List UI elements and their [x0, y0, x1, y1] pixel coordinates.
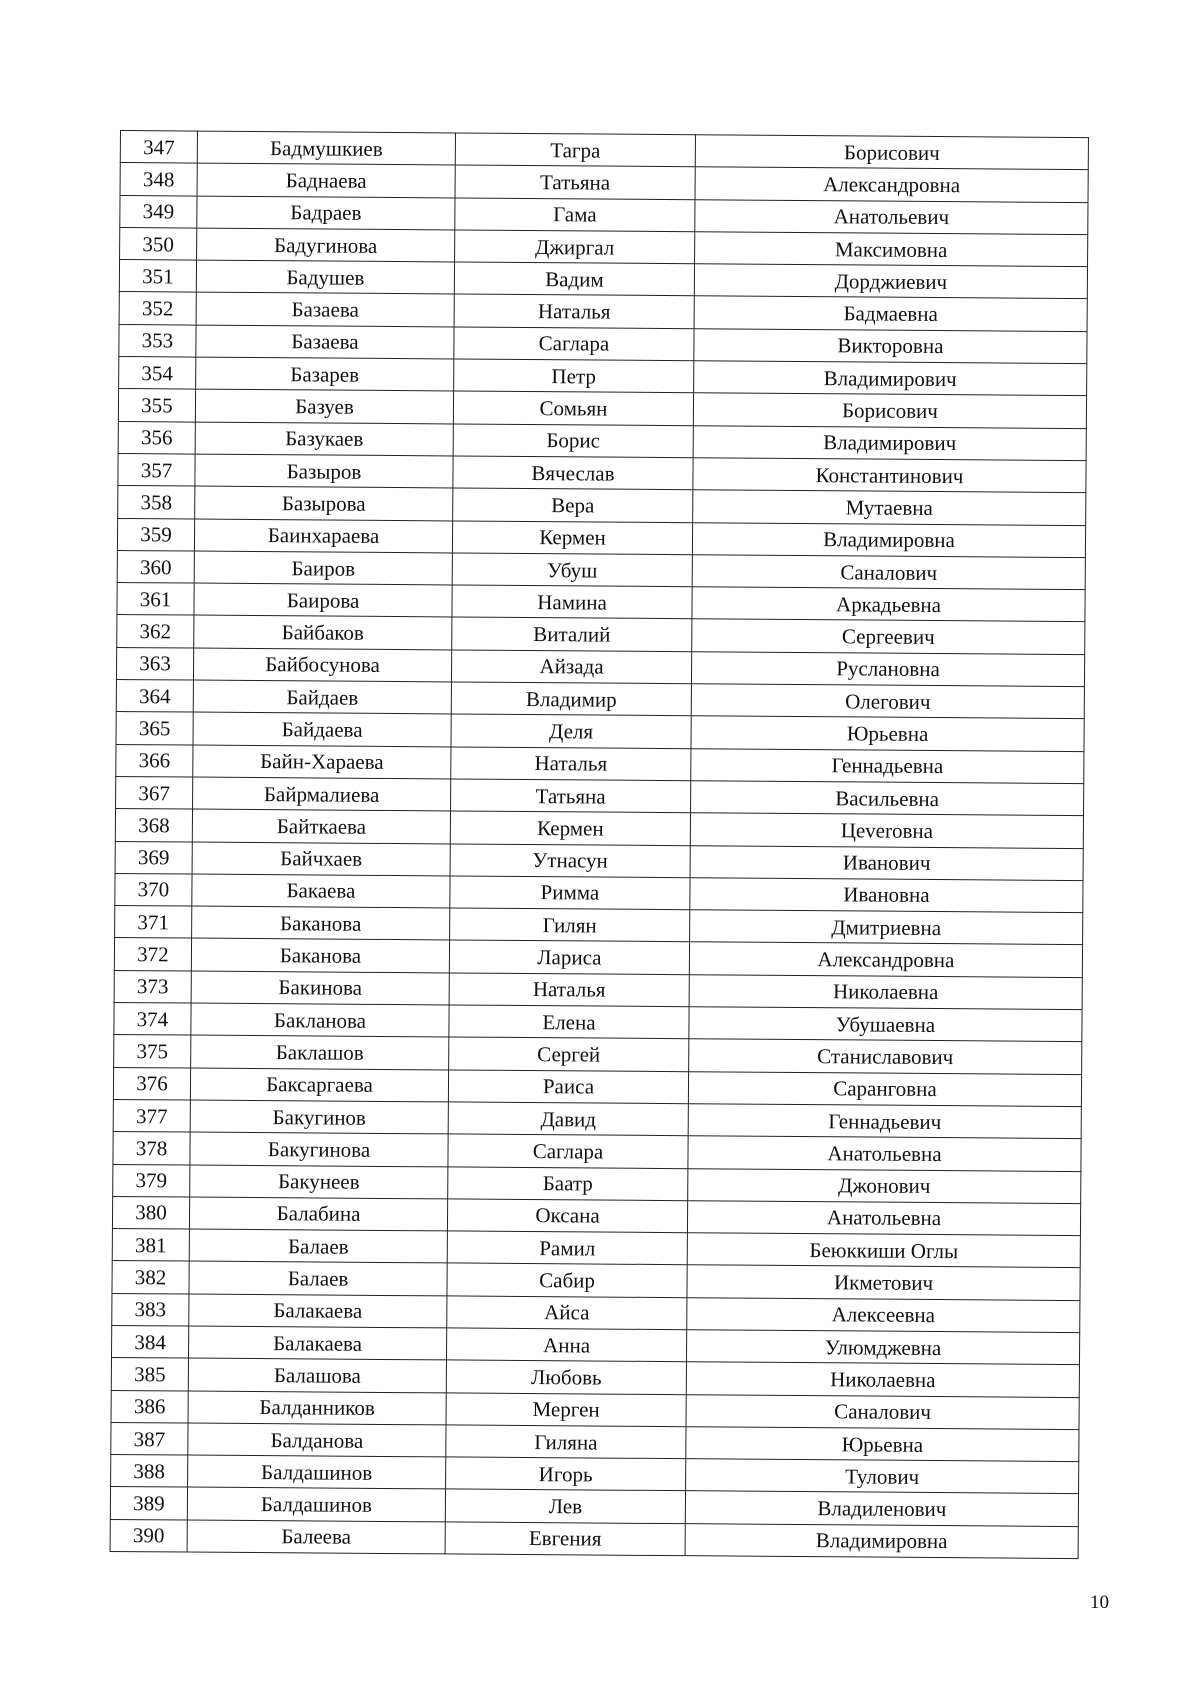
first-name-cell: Владимир [451, 682, 691, 716]
last-name-cell: Бадушев [196, 260, 454, 294]
last-name-cell: Байрмалиева [193, 777, 451, 811]
row-number-cell: 385 [111, 1358, 188, 1391]
first-name-cell: Наталья [451, 747, 691, 781]
last-name-cell: Балакаева [188, 1326, 446, 1360]
first-name-cell: Давид [448, 1102, 688, 1136]
patronymic-cell: Дорджиевич [694, 264, 1087, 299]
row-number-cell: 350 [120, 227, 197, 260]
last-name-cell: Баксаргаева [190, 1068, 448, 1102]
first-name-cell: Игорь [446, 1457, 686, 1491]
first-name-cell: Мерген [446, 1393, 686, 1427]
last-name-cell: Балданова [188, 1423, 446, 1457]
last-name-cell: Базаева [196, 325, 454, 359]
first-name-cell: Татьяна [451, 779, 691, 813]
patronymic-cell: Станиславович [689, 1039, 1082, 1074]
patronymic-cell: Аркадьевна [692, 587, 1085, 622]
first-name-cell: Виталий [452, 617, 692, 651]
first-name-cell: Вячеслав [453, 456, 693, 490]
patronymic-cell: Николаевна [686, 1362, 1079, 1397]
last-name-cell: Байткаева [192, 809, 450, 843]
patronymic-cell: Викторовна [694, 328, 1087, 363]
patronymic-cell: Юрьевна [691, 716, 1084, 751]
row-number-cell: 387 [111, 1422, 188, 1455]
last-name-cell: Базукаев [195, 422, 453, 456]
first-name-cell: Айса [447, 1296, 687, 1330]
first-name-cell: Любовь [446, 1360, 686, 1394]
row-number-cell: 388 [111, 1455, 188, 1488]
patronymic-cell: Дмитриевна [690, 910, 1083, 945]
last-name-cell: Базарев [196, 357, 454, 391]
last-name-cell: Баднаева [197, 163, 455, 197]
row-number-cell: 359 [117, 518, 194, 551]
row-number-cell: 368 [115, 809, 192, 842]
last-name-cell: Байбаков [194, 616, 452, 650]
row-number-cell: 378 [113, 1132, 190, 1165]
row-number-cell: 360 [117, 550, 194, 583]
patronymic-cell: Максимовна [695, 232, 1088, 267]
patronymic-cell: Юрьевна [686, 1427, 1079, 1462]
last-name-cell: Базуев [195, 389, 453, 423]
patronymic-cell: Улюмджевна [686, 1330, 1079, 1365]
last-name-cell: Балдашинов [187, 1488, 445, 1522]
patronymic-cell: Александровна [689, 942, 1082, 977]
patronymic-cell: Владиленович [685, 1491, 1078, 1526]
patronymic-cell: Бадмаевна [694, 296, 1087, 331]
row-number-cell: 390 [110, 1519, 187, 1552]
first-name-cell: Сергей [449, 1037, 689, 1071]
row-number-cell: 375 [114, 1035, 191, 1068]
first-name-cell: Наталья [454, 294, 694, 328]
row-number-cell: 386 [111, 1390, 188, 1423]
row-number-cell: 367 [116, 776, 193, 809]
patronymic-cell: Беюккиши Оглы [687, 1233, 1080, 1268]
patronymic-cell: Тулович [686, 1459, 1079, 1494]
row-number-cell: 372 [114, 938, 191, 971]
first-name-cell: Сабир [447, 1263, 687, 1297]
patronymic-cell: Анатольевна [688, 1136, 1081, 1171]
row-number-cell: 349 [120, 195, 197, 228]
patronymic-cell: Сергеевич [692, 619, 1085, 654]
row-number-cell: 377 [113, 1099, 190, 1132]
first-name-cell: Лев [445, 1489, 685, 1523]
last-name-cell: Байдаев [193, 680, 451, 714]
row-number-cell: 370 [115, 873, 192, 906]
row-number-cell: 354 [119, 357, 196, 390]
row-number-cell: 351 [119, 260, 196, 293]
row-number-cell: 381 [112, 1229, 189, 1262]
row-number-cell: 348 [120, 163, 197, 196]
last-name-cell: Баканова [191, 938, 449, 972]
last-name-cell: Базыров [195, 454, 453, 488]
first-name-cell: Кермен [450, 811, 690, 845]
first-name-cell: Евгения [445, 1522, 685, 1556]
row-number-cell: 357 [118, 453, 195, 486]
first-name-cell: Римма [450, 876, 690, 910]
row-number-cell: 382 [112, 1261, 189, 1294]
last-name-cell: Бакланова [191, 1003, 449, 1037]
patronymic-cell: Владимировна [692, 522, 1085, 557]
patronymic-cell: Руслановна [691, 651, 1084, 686]
last-name-cell: Байчхаев [192, 842, 450, 876]
last-name-cell: Байдаева [193, 712, 451, 746]
first-name-cell: Саглара [448, 1134, 688, 1168]
first-name-cell: Убуш [452, 553, 692, 587]
last-name-cell: Балаев [189, 1229, 447, 1263]
first-name-cell: Джиргал [455, 230, 695, 264]
row-number-cell: 347 [120, 131, 197, 164]
last-name-cell: Бакинова [191, 971, 449, 1005]
last-name-cell: Баиров [194, 551, 452, 585]
patronymic-cell: Борисович [695, 135, 1088, 170]
first-name-cell: Вадим [454, 262, 694, 296]
first-name-cell: Кермен [452, 521, 692, 555]
document-sheet [110, 130, 1088, 1559]
first-name-cell: Сомьян [453, 391, 693, 425]
last-name-cell: Байн-Хараева [193, 745, 451, 779]
row-number-cell: 380 [112, 1196, 189, 1229]
last-name-cell: Балашова [188, 1358, 446, 1392]
patronymic-cell: Борисович [693, 393, 1086, 428]
first-name-cell: Саглара [454, 327, 694, 361]
last-name-cell: Балданников [188, 1391, 446, 1425]
patronymic-cell: Икметович [687, 1265, 1080, 1300]
last-name-cell: Бакаева [192, 874, 450, 908]
row-number-cell: 362 [117, 615, 194, 648]
row-number-cell: 356 [118, 421, 195, 454]
last-name-cell: Балеева [187, 1520, 445, 1554]
patronymic-cell: Ивановна [690, 878, 1083, 913]
row-number-cell: 358 [118, 486, 195, 519]
first-name-cell: Рамил [447, 1231, 687, 1265]
patronymic-cell: Геннадьевна [691, 748, 1084, 783]
row-number-cell: 379 [113, 1164, 190, 1197]
row-number-cell: 369 [115, 841, 192, 874]
row-number-cell: 364 [116, 680, 193, 713]
roster-body [110, 131, 1088, 1559]
row-number-cell: 361 [117, 583, 194, 616]
first-name-cell: Гиляна [446, 1425, 686, 1459]
first-name-cell: Намина [452, 585, 692, 619]
last-name-cell: Бадраев [197, 196, 455, 230]
last-name-cell: Баклашов [191, 1035, 449, 1069]
first-name-cell: Оксана [447, 1199, 687, 1233]
last-name-cell: Балакаева [189, 1294, 447, 1328]
roster-table [110, 130, 1089, 1559]
last-name-cell: Балдашинов [188, 1455, 446, 1489]
patronymic-cell: Саналович [692, 555, 1085, 590]
patronymic-cell: Саналович [686, 1394, 1079, 1429]
first-name-cell: Айзада [451, 650, 691, 684]
row-number-cell: 384 [111, 1325, 188, 1358]
first-name-cell: Гилян [450, 908, 690, 942]
row-number-cell: 376 [113, 1067, 190, 1100]
last-name-cell: Баинхараева [194, 519, 452, 553]
last-name-cell: Баирова [194, 583, 452, 617]
patronymic-cell: Константинович [693, 458, 1086, 493]
first-name-cell: Лариса [449, 940, 689, 974]
first-name-cell: Утнасун [450, 843, 690, 877]
page-number: 10 [1090, 1592, 1109, 1613]
first-name-cell: Наталья [449, 973, 689, 1007]
patronymic-cell: Геннадьевич [688, 1104, 1081, 1139]
last-name-cell: Балаев [189, 1261, 447, 1295]
row-number-cell: 352 [119, 292, 196, 325]
last-name-cell: Базаева [196, 293, 454, 327]
row-number-cell: 353 [119, 324, 196, 357]
row-number-cell: 389 [110, 1487, 187, 1520]
first-name-cell: Баатр [448, 1166, 688, 1200]
patronymic-cell: Александровна [695, 167, 1088, 202]
row-number-cell: 355 [118, 389, 195, 422]
row-number-cell: 371 [115, 906, 192, 939]
patronymic-cell: Николаевна [689, 974, 1082, 1009]
row-number-cell: 373 [114, 970, 191, 1003]
patronymic-cell: Владимировна [685, 1523, 1078, 1558]
patronymic-cell: Иванович [690, 845, 1083, 880]
first-name-cell: Раиса [448, 1070, 688, 1104]
first-name-cell: Деля [451, 714, 691, 748]
patronymic-cell: Анатольевич [695, 199, 1088, 234]
table-row [110, 1519, 1078, 1558]
last-name-cell: Байбосунова [193, 648, 451, 682]
row-number-cell: 383 [112, 1293, 189, 1326]
row-number-cell: 363 [116, 647, 193, 680]
patronymic-cell: Убушаевна [689, 1007, 1082, 1042]
patronymic-cell: Цеverовна [690, 813, 1083, 848]
row-number-cell: 365 [116, 712, 193, 745]
first-name-cell: Тагра [455, 133, 695, 167]
row-number-cell: 366 [116, 744, 193, 777]
last-name-cell: Бакугинова [190, 1132, 448, 1166]
first-name-cell: Анна [446, 1328, 686, 1362]
last-name-cell: Баканова [192, 906, 450, 940]
last-name-cell: Бакунеев [190, 1165, 448, 1199]
last-name-cell: Балабина [189, 1197, 447, 1231]
last-name-cell: Базырова [195, 486, 453, 520]
first-name-cell: Татьяна [455, 165, 695, 199]
first-name-cell: Петр [454, 359, 694, 393]
patronymic-cell: Мутаевна [693, 490, 1086, 525]
patronymic-cell: Владимирович [694, 361, 1087, 396]
patronymic-cell: Владимирович [693, 425, 1086, 460]
first-name-cell: Елена [449, 1005, 689, 1039]
last-name-cell: Бадугинова [197, 228, 455, 262]
first-name-cell: Вера [453, 488, 693, 522]
first-name-cell: Гама [455, 198, 695, 232]
row-number-cell: 374 [114, 1002, 191, 1035]
patronymic-cell: Саранговна [688, 1071, 1081, 1106]
patronymic-cell: Анатольевна [687, 1200, 1080, 1235]
patronymic-cell: Олегович [691, 684, 1084, 719]
patronymic-cell: Васильевна [691, 781, 1084, 816]
first-name-cell: Борис [453, 424, 693, 458]
patronymic-cell: Джонович [688, 1168, 1081, 1203]
last-name-cell: Бакугинов [190, 1100, 448, 1134]
last-name-cell: Бадмушкиев [197, 131, 455, 165]
patronymic-cell: Алексеевна [687, 1297, 1080, 1332]
